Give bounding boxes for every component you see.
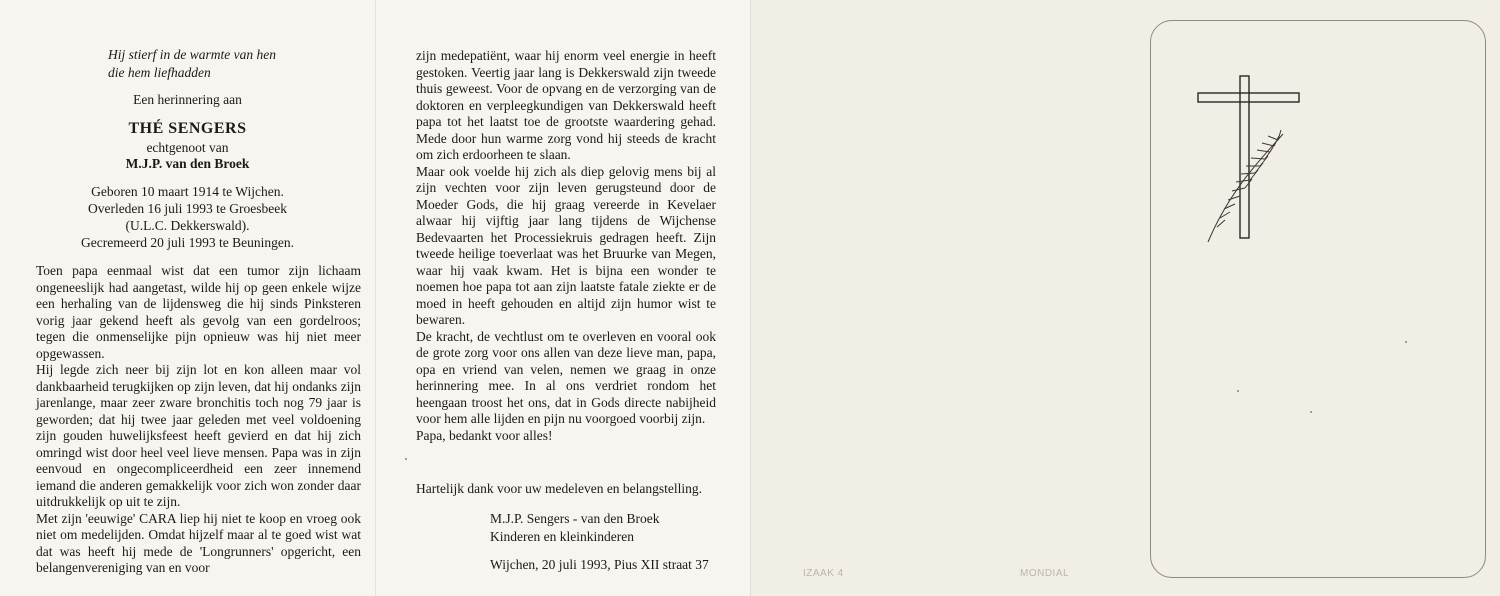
card-page-left [0, 0, 375, 596]
paragraph: Maar ook voelde hij zich als diep gelovig mens bij al zijn vechten voor zijn leven gerugsteund door de Moeder Gods, die hij graag vereerde in Kevelaer alwaar hij vijftig jaar lang tijdens de Wijchense Bedevaarten het Processiekruis gedragen heeft. Zijn tweede heilige toeverlaat was het Bruurke van Megen, waar hij vaak kwam. Het is bijna een wonder te noemen hoe papa tot aan zijn laatste fatale ziekte er de moed in heeft gehouden en altijd zijn humor wist te bewaren. [416, 163, 716, 327]
signer-line: Kinderen en kleinkinderen [490, 529, 634, 544]
date-death: Overleden 16 juli 1993 te Groesbeek [87, 201, 288, 216]
paper-speck [1237, 390, 1239, 392]
date-death-place: (U.L.C. Dekkerswald). [125, 218, 250, 233]
printer-mark: MONDIAL [1020, 568, 1070, 579]
paper-speck [405, 458, 407, 460]
cross-with-palm-branch-icon [1190, 70, 1310, 250]
paragraph: zijn medepatiënt, waar hij enorm veel energie in heeft gestoken. Veertig jaar lang is Dekkerswald zijn tweede thuis geweest. Voor de opvang en de verzorging van de doktoren en verpleegkundigen van Dekkerswald heeft papa tot het laatst toe de grootste waardering gehad. Mede door hun warme zorg vond hij steeds de kracht om zich erdoorheen te slaan. [416, 48, 716, 162]
memorial-text-part-2 [416, 48, 716, 444]
spouse-label: echtgenoot van [146, 140, 229, 155]
paragraph: Toen papa eenmaal wist dat een tumor zijn lichaam ongeneeslijk had aangetast, wilde hij op geen enkele wijze een herhaling van de lijdensweg die hij sinds Pinksteren vorig jaar gekend heeft als gevolg van een gordelroos; tegen die onmenselijke pijn opnieuw was hij niet meer opgewassen. [36, 263, 361, 361]
printer-mark: IZAAK 4 [803, 568, 844, 579]
intro-line: Een herinnering aan [133, 92, 242, 107]
paper-speck [1405, 341, 1407, 343]
signers [490, 510, 740, 546]
paragraph: Papa, bedankt voor alles! [416, 427, 553, 443]
date-birth: Geboren 10 maart 1914 te Wijchen. [91, 184, 284, 199]
epigraph-line: die hem liefhadden [108, 65, 211, 80]
thanks-line: Hartelijk dank voor uw medeleven en belangstelling. [416, 481, 703, 496]
epigraph-line: Hij stierf in de warmte van hen [108, 47, 276, 62]
signer-line: M.J.P. Sengers - van den Broek [490, 511, 660, 526]
epigraph [108, 46, 348, 82]
memorial-text-part-1 [36, 263, 361, 577]
date-cremation: Gecremeerd 20 juli 1993 te Beuningen. [81, 235, 294, 250]
card-page-blank [750, 0, 1125, 596]
spouse-name: M.J.P. van den Broek [125, 156, 250, 171]
paragraph: Hij legde zich neer bij zijn lot en kon alleen maar vol dankbaarheid terugkijken op zijn leven, dat hij ondanks zijn jarenlange, maar zeer zware bronchitis toch nog 79 jaar is geworden; dat hij twee jaar geleden met veel voldoening zijn gouden huwelijksfeest heeft gevierd en dat hij zich omringd wist door heel veel lieve mensen. Papa was in zijn eenvoud en ongecompliceerdheid een zeer innemend iemand die anderen gemakkelijk voor zich won zonder daar uitdrukkelijk op uit te zijn. [36, 362, 361, 509]
paragraph: De kracht, de vechtlust om te overleven en vooral ook de grote zorg voor ons allen van deze lieve man, papa, opa en vriend van velen, nemen we graag in onze herinnering mee. In al ons verdriet rondom het heengaan troost het ons, dat in Gods directe nabijheid voor hem alle lijden en pijn nu voorgoed voorbij zijn. [416, 328, 716, 426]
deceased-name: THÉ SENGERS [128, 120, 247, 137]
paragraph: Met zijn 'eeuwige' CARA liep hij niet te koop en vroeg ook niet om medelijden. Omdat hijzelf maar al te goed wist wat dat was heeft hij mede de 'Longrunners' opgericht, een belangenvereniging van en voor [36, 510, 361, 575]
life-dates [0, 183, 375, 251]
place-date: Wijchen, 20 juli 1993, Pius XII straat 37 [490, 557, 709, 572]
paper-speck [1310, 411, 1312, 413]
